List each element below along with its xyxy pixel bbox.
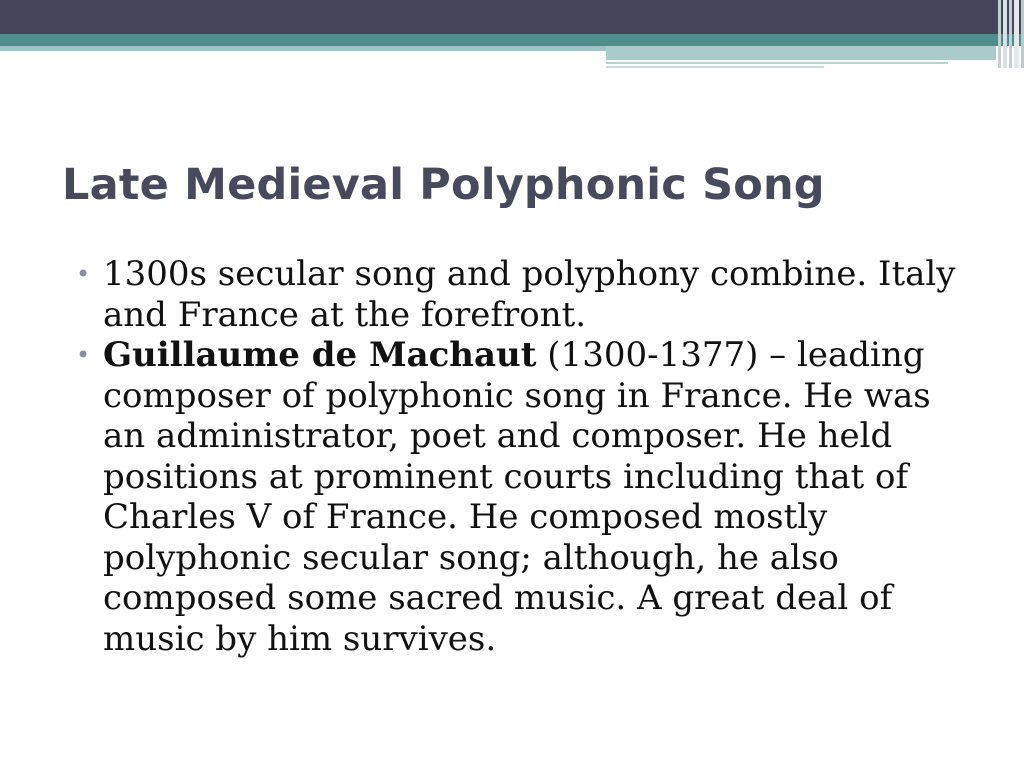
bullet-text: 1300s secular song and polyphony combine. Italy and France at the forefront. xyxy=(103,254,956,335)
header-dark-bar xyxy=(0,0,1024,34)
header-teal-bar xyxy=(0,34,1024,46)
bullet-bold-text: Guillaume de Machaut xyxy=(103,335,537,375)
stripe xyxy=(1003,0,1007,68)
bullet-text: (1300-1377) – leading composer of polyphonic song in France. He was an administrator, poet and composer. He held positions at prominent courts including that of Charles V of France. He composed mostly polyphonic secular song; although, he also composed some sacred music. A great deal of music by him survives. xyxy=(103,335,931,659)
header-light-bar-left xyxy=(0,46,606,51)
header-vertical-stripes xyxy=(994,0,1024,68)
bullet-icon: • xyxy=(76,260,91,288)
bullet-item xyxy=(76,254,956,335)
stripe xyxy=(998,0,1001,68)
slide-title: Late Medieval Polyphonic Song xyxy=(62,160,825,210)
stripe xyxy=(1014,0,1019,68)
header-thin-line xyxy=(606,62,948,64)
stripe xyxy=(1009,0,1012,68)
bullet-icon: • xyxy=(76,341,91,369)
bullet-item xyxy=(76,335,956,659)
header-thin-line xyxy=(606,66,824,68)
bullet-list xyxy=(76,254,956,659)
header-light-bar-right xyxy=(606,46,996,60)
